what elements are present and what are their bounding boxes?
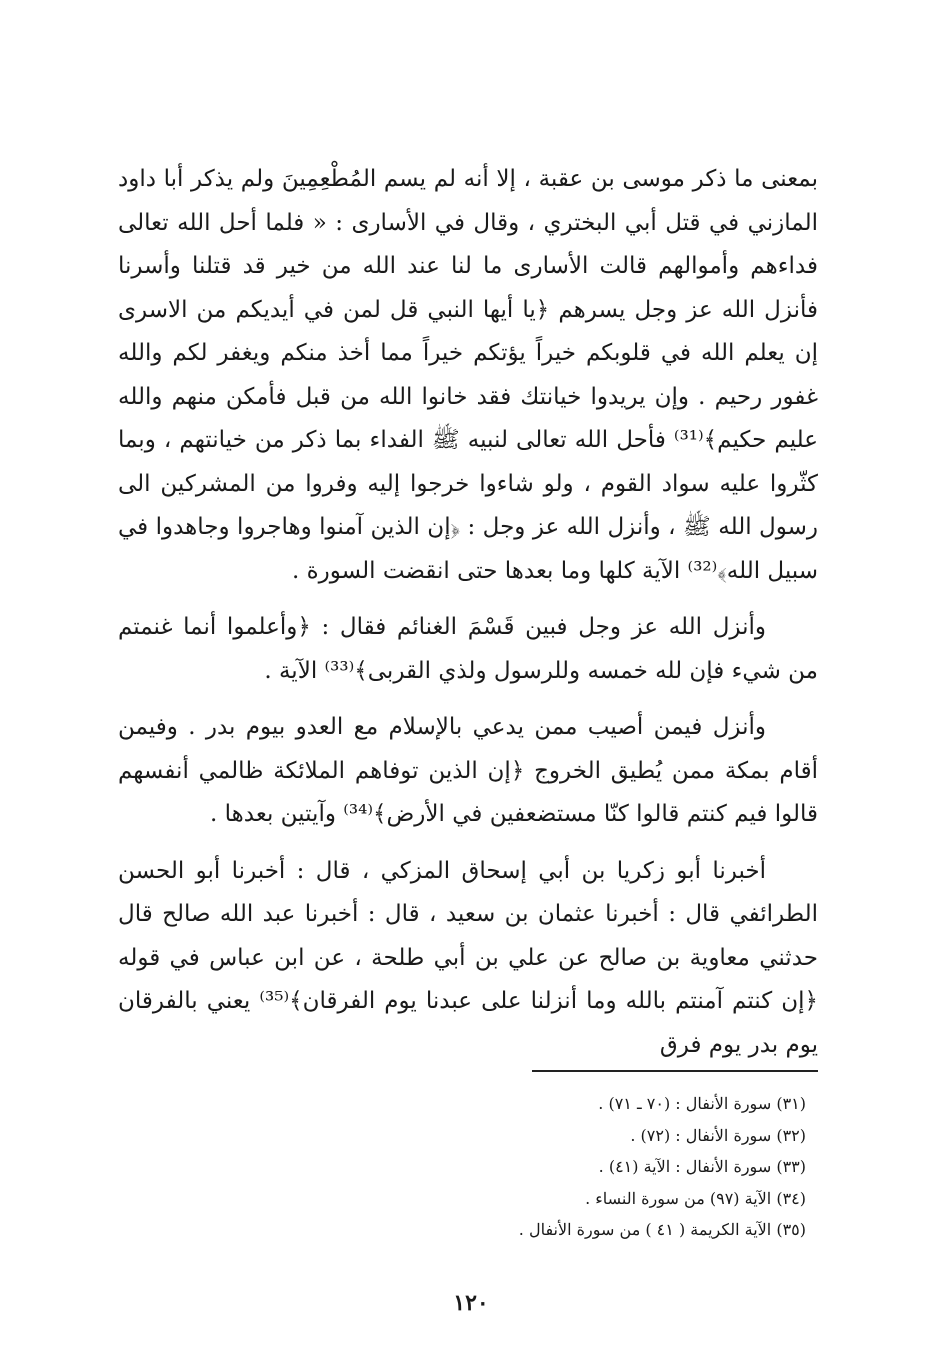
paragraph-4: أخبرنا أبو زكريا بن أبي إسحاق المزكي ، قال : أخبرنا أبو الحسن الطرائفي قال : أخبرنا عثمان بن سعيد ، قال : أخبرنا عبد الله صالح قال حدثني معاوية بن صالح عن علي بن أبي طلحة ، عن ابن عباس في قوله ﴿إن كنتم آمنتم بالله وما أنزلنا على عبدنا يوم الفرقان﴾⁽³⁵⁾ يعني بالفرقان يوم بدر يوم فرق xyxy=(118,857,819,1058)
paragraph-3: وأنزل فيمن أصيب ممن يدعي بالإسلام مع العدو بيوم بدر . وفيمن أقام بمكة ممن يُطيق الخروج ﴿إن الذين توفاهم الملائكة ظالمي أنفسهم قالوا فيم كنتم قالوا كنّا مستضعفين في الأرض﴾⁽³⁴⁾ وآيتين بعدها . xyxy=(118,714,818,827)
footnote-35: (٣٥) الآية الكريمة ( ٤١ ) من سورة الأنفال . xyxy=(518,1220,806,1239)
footnotes xyxy=(118,1088,806,1246)
footnote-31: (٣١) سورة الأنفال : (٧٠ ـ ٧١) . xyxy=(598,1094,806,1113)
footnote-divider xyxy=(532,1070,818,1072)
footnote-32: (٣٢) سورة الأنفال : (٧٢) . xyxy=(630,1125,806,1145)
footnote-34: (٣٤) الآية (٩٧) من سورة النساء . xyxy=(585,1188,806,1208)
page-number: ١٢٠ xyxy=(453,1290,489,1316)
footnote-33: (٣٣) سورة الأنفال : الآية (٤١) . xyxy=(598,1157,806,1176)
main-text xyxy=(118,158,818,1067)
paragraph-1: بمعنى ما ذكر موسى بن عقبة ، إلا أنه لم يسم المُطْعِمِينَ ولم يذكر أبا داود المازني في قتل أبي البختري ، وقال في الأسارى : « فلما أحل الله تعالى فداءهم وأموالهم قالت الأسارى ما لنا عند الله من خير قد قتلنا وأسرنا فأنزل الله عز وجل يسرهم ﴿يا أيها النبي قل لمن في أيديكم من الاسرى إن يعلم الله في قلوبكم خيراً يؤتكم خيراً مما أخذ منكم ويغفر لكم والله غفور رحيم . وإن يريدوا خيانتك فقد خانوا الله من قبل فأمكن منهم والله عليم حكيم﴾⁽³¹⁾ فأحل الله تعالى لنبيه ﷺ الفداء بما ذكر من خيانتهم ، وبما كثّروا عليه سواد القوم ، ولو شاءوا خرجوا إليه وفروا من المشركين الى رسول الله ﷺ ، وأنزل الله عز وجل : ﴿إن الذين آمنوا وهاجروا وجاهدوا في سبيل الله﴾⁽³²⁾ الآية كلها وما بعدها حتى انقضت السورة . xyxy=(118,166,818,584)
paragraph-2: وأنزل الله عز وجل فبين قَسْمَ الغنائم فقال : ﴿وأعلموا أنما غنمتم من شيء فإن لله خمسه وللرسول ولذي القربى﴾⁽³³⁾ الآية . xyxy=(118,614,818,684)
